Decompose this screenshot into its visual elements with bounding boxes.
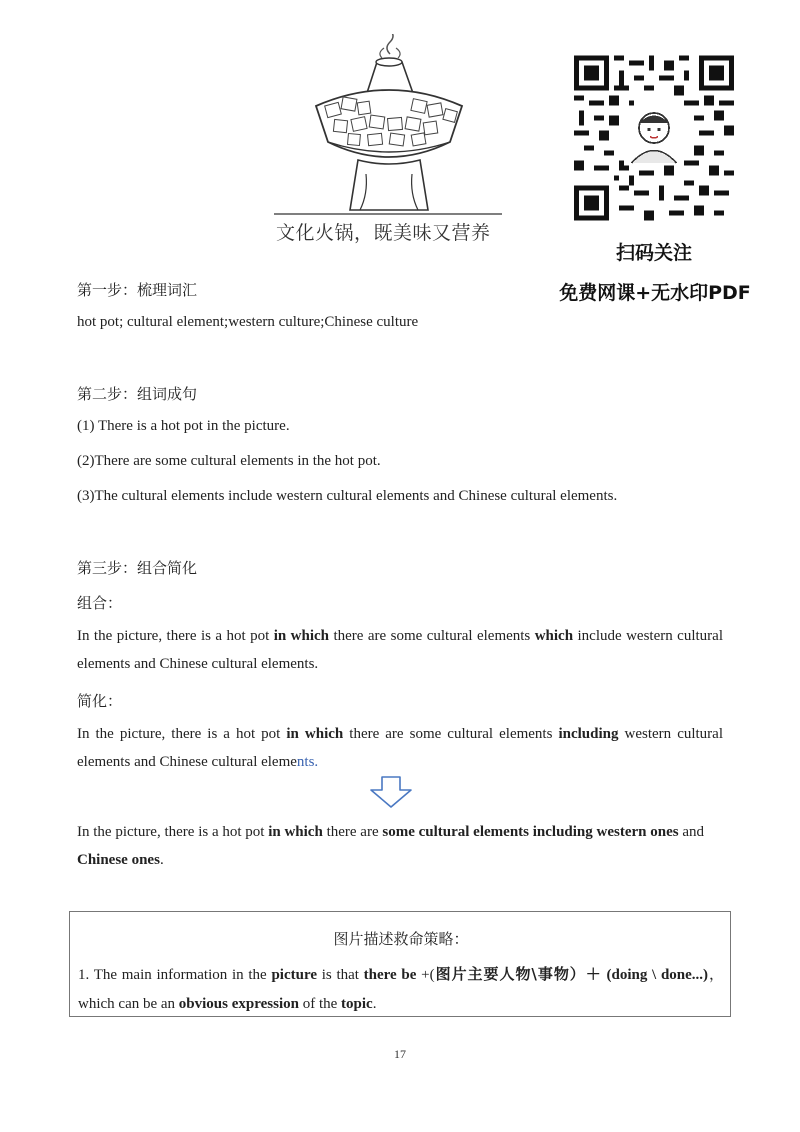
- simplify-label: 简化：: [77, 692, 123, 710]
- page-number: 17: [394, 1047, 406, 1061]
- qr-code: [574, 55, 734, 221]
- step1-vocabulary: hot pot; cultural element;western culture;Chinese culture: [77, 314, 419, 330]
- simplify-paragraph: In the picture, there is a hot pot in which there are some cultural elements including western cultural elements and Chinese cultural elements.: [77, 726, 724, 770]
- qr-code-icon: [574, 55, 734, 221]
- combine-paragraph: In the picture, there is a hot pot in which there are some cultural elements which include western cultural elements and Chinese cultural elements.: [77, 628, 723, 672]
- hot-pot-drawing: [272, 34, 504, 246]
- hot-pot-illustration: [272, 34, 504, 246]
- step2-sentence-1: (1) There is a hot pot in the picture.: [77, 418, 290, 434]
- combine-label: 组合：: [77, 594, 123, 612]
- qr-title: 扫码关注: [615, 242, 692, 264]
- step2-sentence-2: (2)There are some cultural elements in the hot pot.: [77, 453, 381, 469]
- down-arrow-icon: [369, 776, 413, 808]
- qr-subtitle: 免费网课+无水印PDF: [559, 282, 751, 304]
- final-paragraph: In the picture, there is a hot pot in which there are some cultural elements including western ones and Chinese ones.: [77, 824, 705, 868]
- strategy-box: [69, 911, 731, 1017]
- strategy-box-text: 1. The main information in the picture is that there be +(图片主要人物\事物）＋ (doing \ done...)，which can be an obvious expression of the topic.: [78, 965, 725, 1012]
- strategy-box-title: 图片描述救命策略：: [333, 930, 469, 948]
- step3-heading: 第三步：组合简化: [77, 559, 198, 577]
- step2-heading: 第二步：组词成句: [77, 385, 198, 403]
- illustration-caption: 文化火锅，既美味又营养: [276, 222, 491, 244]
- step2-sentence-3: (3)The cultural elements include western cultural elements and Chinese cultural elements.: [77, 488, 618, 504]
- step1-heading: 第一步：梳理词汇: [77, 281, 198, 299]
